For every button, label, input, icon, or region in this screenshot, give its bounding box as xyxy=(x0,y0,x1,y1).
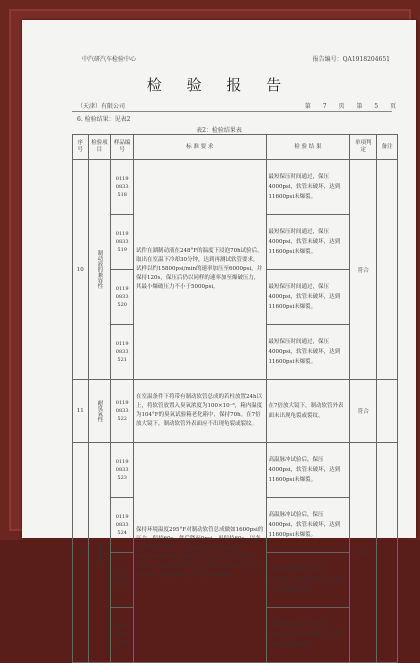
table-row xyxy=(73,443,398,498)
col-header: 单项判定 xyxy=(350,135,377,160)
result-text: 高温脉冲试验后，保压4000psi，软管未破坏，达到11600psi未爆裂。 xyxy=(266,498,350,553)
result-text: 最短保压时间通过，保压4000psi，软管未破坏，达到11600psi未爆裂。 xyxy=(266,325,350,380)
col-header: 检验项目 xyxy=(88,135,111,160)
remark-cell xyxy=(377,380,398,443)
verdict: 符合 xyxy=(350,160,377,380)
sample-id: 0119 0833 525 xyxy=(111,553,134,608)
result-text: 高温脉冲试验后，保压4000psi，软管未破坏，达到11600psi未爆裂。 xyxy=(266,608,350,663)
remark-cell xyxy=(377,160,398,380)
col-header: 标 准 要 求 xyxy=(134,135,266,160)
sample-id: 0119 0833 524 xyxy=(111,498,134,553)
col-header: 样品编号 xyxy=(111,135,134,160)
sample-id: 0119 0833 522 xyxy=(111,380,134,443)
table-header-row xyxy=(73,135,398,160)
standard-text: 保持环境温度295°F对制动软管总成做如1600psi的压力，保持60s，然后降至0psi，再保持60s，以各2s内把到同频压力（从0psi到1600psi或从1600psi到0psi），制动软管总成应经历压力循环150次，高温脉冲试验后，试件以4000psi的压力保持120s，最小爆破压力不小于5000psi。 xyxy=(134,443,266,663)
header-org: 中汽研汽车检验中心 xyxy=(82,56,137,63)
result-text: 高温脉冲试验后，保压4000psi，软管未破坏，达到11600psi未爆裂。 xyxy=(266,553,350,608)
divider xyxy=(72,111,392,112)
verdict: 符合 xyxy=(350,443,377,663)
sample-id: 0119 0833 521 xyxy=(111,325,134,380)
table-caption: 表2：检验结果表 xyxy=(196,127,242,134)
result-text: 高温脉冲试验后，保压4000psi，软管未破坏，达到11600psi未爆裂。 xyxy=(266,443,350,498)
company-name: （天津）有限公司 xyxy=(77,103,126,110)
col-header: 序号 xyxy=(73,135,89,160)
col-header: 检 验 结 果 xyxy=(266,135,350,160)
sample-id: 0119 0833 523 xyxy=(111,443,134,498)
table-row xyxy=(73,380,398,443)
remark-cell xyxy=(377,443,398,663)
result-text: 最短保压时间通过，保压4000psi，软管未破坏，达到11600psi未爆裂。 xyxy=(266,160,350,215)
col-header: 备注 xyxy=(377,135,398,160)
test-item: 高温脉冲 xyxy=(88,443,111,663)
result-text: 在7倍放大镜下，制动软管外表面未出现龟裂或裂纹。 xyxy=(266,380,350,443)
section-heading: 6. 检验结果：见表2 xyxy=(77,116,131,123)
sample-id: 0119 0833 526 xyxy=(111,608,134,663)
result-text: 最短保压时间通过，保压4000psi，软管未破坏，达到11600psi未爆裂。 xyxy=(266,215,350,270)
page-title: 检 验 报 告 xyxy=(146,76,292,94)
row-number: 11 xyxy=(73,380,89,443)
row-number: 10 xyxy=(73,160,89,380)
standard-text: 试件在湖制动液在248°F的温度下浸泡70h试验后，取出在室温下冷却30分钟，达到再测试软管要求，试样以约15800psi/min的速率加压至6000psi，并保持120s，保压后仍以同样的速率加至爆破压力，其最小爆破压力不小于5000psi。 xyxy=(134,160,266,380)
test-item: 制动液的兼容性 xyxy=(88,160,111,380)
page-info: 第 7 页 第 5 页 xyxy=(304,103,396,110)
result-text: 最短保压时间通过，保压4000psi，软管未破坏，达到11600psi未爆裂。 xyxy=(266,270,350,325)
standard-text: 在室温条件下将带有制动软管总成的若柱放置24h以上，将软管放置入臭氧浓度为100×10⁻⁸，箱内温度为104°F的臭氧试验箱老化箱中，保持70h。在7倍放大镜下，制动软管外表面应不出现龟裂或裂纹。 xyxy=(134,380,266,443)
report-number: 报告编号：QA1918204651 xyxy=(312,56,390,63)
results-table xyxy=(72,134,398,663)
sample-id: 0119 0833 520 xyxy=(111,270,134,325)
report-page xyxy=(22,20,416,648)
test-item: 耐臭氧性 xyxy=(88,380,111,443)
row-number: 12 xyxy=(73,443,89,663)
sample-id: 0119 0833 518 xyxy=(111,160,134,215)
table-row xyxy=(73,160,398,215)
verdict: 符合 xyxy=(350,380,377,443)
sample-id: 0119 0833 519 xyxy=(111,215,134,270)
